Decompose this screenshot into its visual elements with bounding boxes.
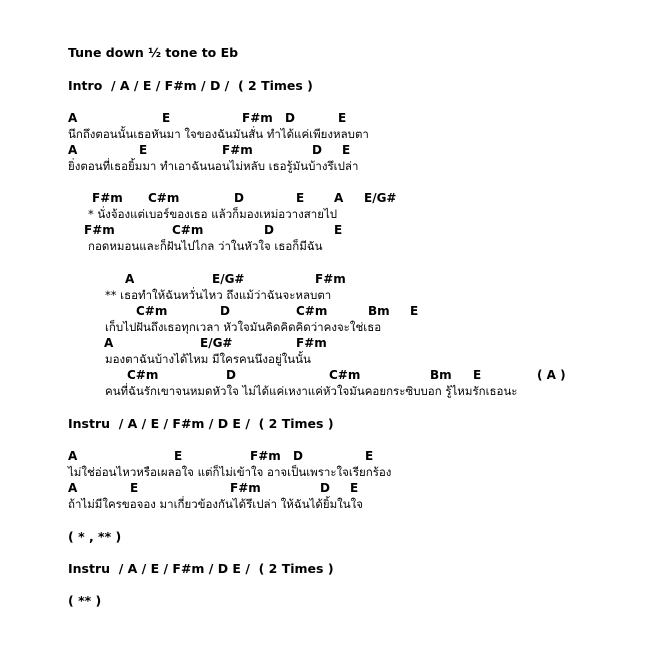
chord: E <box>334 223 343 237</box>
chord-line <box>0 272 666 286</box>
chord: D <box>264 223 274 237</box>
chord: D <box>234 191 244 205</box>
chord-line <box>0 143 666 157</box>
chord: E <box>342 143 351 157</box>
chord: C#m <box>127 368 159 382</box>
chord: D <box>226 368 236 382</box>
chord: E <box>338 111 347 125</box>
chord-line <box>0 223 666 237</box>
chord: C#m <box>148 191 180 205</box>
chord: E <box>473 368 482 382</box>
chord: F#m <box>296 336 327 350</box>
chord: A <box>68 481 78 495</box>
chord: E <box>139 143 148 157</box>
chord: A <box>125 272 135 286</box>
lyric-line: ** เธอทำให้ฉันหวั่นไหว ถึงแม้ว่าฉันจะหลบตา <box>105 288 332 302</box>
chord-line <box>0 111 666 125</box>
lyric-line: นึกถึงตอนนั้นเธอหันมา ใจของฉันมันสั่น ทำได้แค่เพียงหลบตา <box>68 127 369 141</box>
lyric-line: * นั่งจ้องแต่เบอร์ของเธอ แล้วก็มองเหม่อวางสายไป <box>88 207 338 221</box>
chord: ( A ) <box>537 368 566 382</box>
lyric-line: ไม่ใช่อ่อนไหวหรือเผลอใจ แต่ก็ไม่เข้าใจ อาจเป็นเพราะใจเรียกร้อง <box>68 465 392 479</box>
repeat-marker: ( ** ) <box>68 593 102 608</box>
chord: F#m <box>92 191 123 205</box>
lyric-line: คนที่ฉันรักเขาจนหมดหัวใจ ไม่ได้แค่เหงาแค่หัวใจมันคอยกระซิบบอก รู้ไหมรักเธอนะ <box>105 384 518 398</box>
chord: C#m <box>136 304 168 318</box>
lyric-line: ถ้าไม่มีใครขอจอง มาเกี่ยวข้องกันได้รึเปล่า ให้ฉันได้ยิ้มในใจ <box>68 497 363 511</box>
chord: D <box>285 111 295 125</box>
chord: Bm <box>430 368 452 382</box>
chord-line <box>0 191 666 205</box>
chord: E <box>174 449 183 463</box>
chord: F#m <box>250 449 281 463</box>
chord: E <box>350 481 359 495</box>
intro-line: Intro / A / E / F#m / D / ( 2 Times ) <box>68 78 313 93</box>
chord: F#m <box>222 143 253 157</box>
chord: D <box>320 481 330 495</box>
chord: E <box>162 111 171 125</box>
chord: A <box>68 111 78 125</box>
chord: F#m <box>230 481 261 495</box>
chord: E/G# <box>200 336 233 350</box>
chord: Bm <box>368 304 390 318</box>
instru-line: Instru / A / E / F#m / D E / ( 2 Times ) <box>68 561 334 576</box>
chord: E <box>365 449 374 463</box>
chord: E <box>296 191 305 205</box>
chord: C#m <box>329 368 361 382</box>
chord: A <box>68 143 78 157</box>
chord: A <box>68 449 78 463</box>
chord-line <box>0 368 666 382</box>
chord: A <box>104 336 114 350</box>
chord: D <box>220 304 230 318</box>
chord: F#m <box>242 111 273 125</box>
chord: C#m <box>172 223 204 237</box>
chord: C#m <box>296 304 328 318</box>
chord: E <box>410 304 419 318</box>
lyric-line: มองตาฉันบ้างได้ไหม มีใครคนนึงอยู่ในนั้น <box>105 352 311 366</box>
tuning-note: Tune down ½ tone to Eb <box>68 45 239 60</box>
chord: E <box>130 481 139 495</box>
chord: F#m <box>315 272 346 286</box>
chord: D <box>312 143 322 157</box>
chord: F#m <box>84 223 115 237</box>
repeat-marker: ( * , ** ) <box>68 529 122 544</box>
lyric-line: เก็บไปฝันถึงเธอทุกเวลา หัวใจมันคิดคิดคิดว่าคงจะใช่เธอ <box>105 320 382 334</box>
lyric-line: กอดหมอนและก็ฝันไปไกล ว่าในหัวใจ เธอก็มีฉัน <box>88 239 323 253</box>
chord: E/G# <box>212 272 245 286</box>
lyric-line: ยิ่งตอนที่เธอยิ้มมา ทำเอาฉันนอนไม่หลับ เธอรู้มันบ้างรึเปล่า <box>68 159 359 173</box>
instru-line: Instru / A / E / F#m / D E / ( 2 Times ) <box>68 416 334 431</box>
chord: E/G# <box>364 191 397 205</box>
chord: A <box>334 191 344 205</box>
chord-line <box>0 481 666 495</box>
chord: D <box>293 449 303 463</box>
chord-line <box>0 336 666 350</box>
chord-line <box>0 304 666 318</box>
chord-line <box>0 449 666 463</box>
